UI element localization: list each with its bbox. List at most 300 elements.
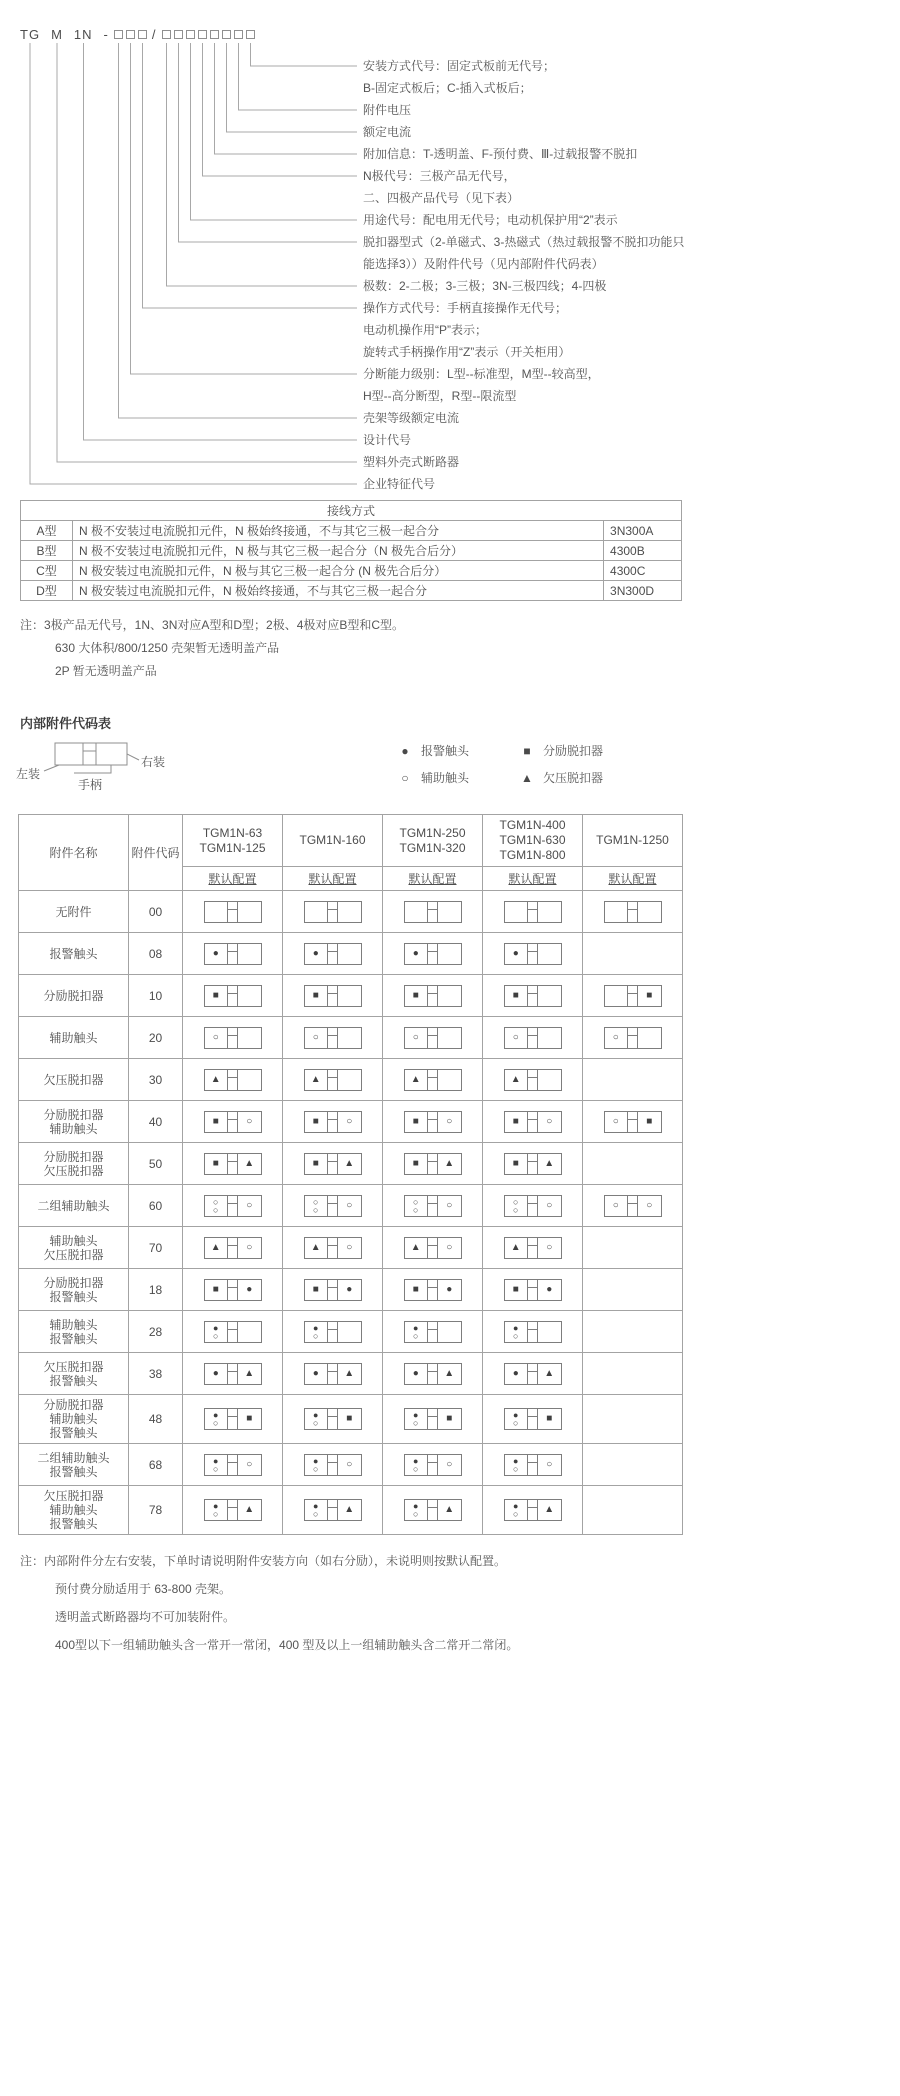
accessory-config-cell — [583, 1444, 683, 1486]
symbol-glyph: ● — [513, 1501, 519, 1511]
symbol-glyph: ○ — [312, 1031, 319, 1043]
accessory-name-line: 分励脱扣器 — [43, 1275, 104, 1290]
product-model: TGM1N-400 — [499, 818, 566, 832]
accessory-name-line: 分励脱扣器 — [43, 1107, 104, 1122]
symbol-glyph: ○ — [246, 1199, 253, 1211]
symbol-glyph: ▲ — [444, 1504, 455, 1515]
model-code-box — [138, 30, 147, 39]
symbol-left-slot — [505, 1028, 528, 1048]
symbol-left-slot — [405, 1364, 428, 1384]
symbol-handle — [527, 1112, 538, 1132]
symbol-glyph: ▲ — [310, 1073, 321, 1085]
accessory-row — [19, 1353, 683, 1395]
symbol-glyph: ▲ — [544, 1367, 555, 1379]
symbol-left-slot — [305, 1322, 328, 1342]
symbol-handle — [527, 1500, 538, 1520]
accessory-name — [19, 1444, 129, 1486]
default-config-label: 默认配置 — [308, 872, 357, 886]
symbol-glyph: ▲ — [510, 1241, 521, 1253]
accessory-config-cell — [383, 1444, 483, 1486]
product-column-header — [583, 815, 683, 867]
symbol-handle — [627, 986, 638, 1006]
symbol-glyph: ● — [513, 1322, 519, 1333]
default-config-label: 默认配置 — [208, 872, 257, 886]
breaker-symbol — [604, 1195, 662, 1217]
model-code-box — [222, 30, 231, 39]
accessory-config-cell — [483, 1143, 583, 1185]
accessory-config-cell — [383, 1059, 483, 1101]
symbol-left-slot — [205, 1154, 228, 1174]
accessory-name-line: 报警触头 — [49, 1464, 98, 1479]
accessory-row — [19, 1017, 683, 1059]
accessory-name-line: 报警触头 — [49, 1373, 98, 1388]
accessory-table-head — [19, 815, 683, 891]
accessory-name-line: 辅助触头 — [49, 1412, 98, 1426]
breaker-symbol — [604, 901, 662, 923]
breaker-symbol — [304, 1279, 362, 1301]
accessory-name — [19, 1227, 129, 1269]
symbol-handle — [527, 1154, 538, 1174]
default-config-header — [483, 867, 583, 891]
symbol-glyph: ▲ — [444, 1367, 455, 1379]
symbol-left-slot — [305, 1238, 328, 1258]
legend-label: 报警触头 — [421, 744, 470, 758]
accessory-config-cell — [183, 1444, 283, 1486]
accessory-name — [19, 975, 129, 1017]
model-callout-label: 二、四极产品代号（见下表） — [363, 191, 520, 205]
symbol-right-slot — [538, 1500, 561, 1520]
symbol-glyph: ○ — [513, 1330, 519, 1341]
accessory-config-cell — [483, 1395, 583, 1444]
accessory-config-cell — [183, 1185, 283, 1227]
symbol-left-slot — [205, 1070, 228, 1090]
accessory-config-cell — [483, 1353, 583, 1395]
symbol-left-slot — [205, 1196, 228, 1216]
symbol-handle — [227, 1364, 238, 1384]
accessory-table-title: 内部附件代码表 — [20, 716, 112, 731]
breaker-symbol — [404, 1279, 462, 1301]
symbol-right-slot — [438, 986, 461, 1006]
accessory-name — [19, 1353, 129, 1395]
symbol-right-slot — [438, 1238, 461, 1258]
symbol-left-slot — [205, 1455, 228, 1475]
accessory-config-cell — [483, 1444, 583, 1486]
breaker-symbol — [204, 1153, 262, 1175]
symbol-handle — [227, 1500, 238, 1520]
accessory-config-cell — [183, 1311, 283, 1353]
symbol-glyph: ○ — [513, 1196, 519, 1207]
accessory-config-cell — [283, 1486, 383, 1535]
symbol-right-slot — [438, 1196, 461, 1216]
breaker-symbol — [404, 1027, 462, 1049]
model-prefix-m: M — [51, 26, 63, 42]
symbol-handle — [427, 1196, 438, 1216]
symbol-handle — [227, 1070, 238, 1090]
symbol-left-slot — [405, 1500, 428, 1520]
breaker-symbol — [504, 1321, 562, 1343]
accessory-table-body — [19, 891, 683, 1535]
model-boxes-before — [114, 30, 147, 39]
product-column-header — [483, 815, 583, 867]
symbol-handle — [427, 1500, 438, 1520]
left-install-pointer — [44, 765, 59, 771]
breaker-symbol — [504, 1237, 562, 1259]
accessory-code: 38 — [129, 1353, 183, 1395]
accessory-config-cell — [183, 891, 283, 933]
symbol-handle — [227, 1409, 238, 1429]
accessory-row — [19, 1486, 683, 1535]
symbol-right-slot — [438, 1154, 461, 1174]
symbol-handle — [227, 1196, 238, 1216]
accessory-code: 08 — [129, 933, 183, 975]
symbol-right-slot — [438, 1322, 461, 1342]
symbol-legend — [398, 742, 603, 786]
default-config-header — [383, 867, 483, 891]
symbol-glyph: ■ — [512, 1157, 519, 1169]
accessory-config-cell — [183, 1143, 283, 1185]
symbol-glyph: ▲ — [244, 1367, 255, 1379]
accessory-code: 20 — [129, 1017, 183, 1059]
symbol-glyph: ○ — [313, 1204, 319, 1215]
symbol-glyph: ○ — [646, 1199, 653, 1211]
accessory-config-cell — [183, 1101, 283, 1143]
wiring-type: B型 — [21, 541, 73, 561]
wiring-table-body — [21, 521, 682, 601]
breaker-symbol — [204, 1499, 262, 1521]
breaker-symbol — [604, 1111, 662, 1133]
accessory-name-header: 附件名称 — [19, 815, 129, 891]
symbol-handle — [427, 986, 438, 1006]
accessory-name-line: 二组辅助触头 — [37, 1198, 110, 1213]
breaker-symbol — [504, 1027, 562, 1049]
accessory-config-cell — [283, 1269, 383, 1311]
accessory-config-cell — [183, 975, 283, 1017]
breaker-symbol — [204, 1237, 262, 1259]
accessory-row — [19, 933, 683, 975]
symbol-glyph: ○ — [346, 1199, 353, 1211]
handle-pointer — [74, 765, 111, 773]
wiring-code: 3N300A — [604, 521, 682, 541]
accessory-config-cell — [383, 1395, 483, 1444]
product-column-header — [183, 815, 283, 867]
accessory-config-cell — [483, 1269, 583, 1311]
connector-line — [227, 43, 358, 132]
symbol-left-slot — [305, 902, 328, 922]
accessory-row — [19, 1059, 683, 1101]
symbol-glyph: ○ — [346, 1115, 353, 1127]
symbol-right-slot — [338, 1500, 361, 1520]
symbol-left-slot — [205, 902, 228, 922]
breaker-symbol — [504, 1111, 562, 1133]
breaker-symbol — [604, 985, 662, 1007]
accessory-name — [19, 1101, 129, 1143]
default-config-label: 默认配置 — [508, 872, 557, 886]
breaker-symbol — [504, 943, 562, 965]
accessory-code: 00 — [129, 891, 183, 933]
model-callout-label: 附加信息：T-透明盖、F-预付费、Ⅲ-过载报警不脱扣 — [363, 147, 638, 161]
symbol-glyph: ○ — [546, 1458, 553, 1470]
symbol-glyph: ○ — [446, 1115, 453, 1127]
accessory-code: 70 — [129, 1227, 183, 1269]
symbol-glyph: ○ — [246, 1458, 253, 1470]
connector-line — [84, 43, 358, 440]
breaker-body-outline — [55, 743, 127, 765]
wiring-type: C型 — [21, 561, 73, 581]
accessory-config-cell — [583, 1017, 683, 1059]
symbol-glyph: ■ — [512, 1115, 519, 1127]
symbol-handle — [427, 902, 438, 922]
breaker-symbol — [504, 901, 562, 923]
symbol-glyph: ○ — [446, 1199, 453, 1211]
symbol-left-slot — [305, 944, 328, 964]
accessory-config-cell — [583, 1143, 683, 1185]
breaker-symbol — [404, 1499, 462, 1521]
symbol-glyph: ● — [513, 1455, 519, 1466]
symbol-glyph: ■ — [412, 1283, 419, 1295]
symbol-handle — [527, 1070, 538, 1090]
symbol-handle — [427, 1238, 438, 1258]
symbol-right-slot — [238, 1112, 261, 1132]
model-callout-label: 设计代号 — [363, 433, 412, 447]
symbol-left-slot — [605, 1028, 628, 1048]
symbol-glyph: ▲ — [410, 1241, 421, 1253]
symbol-glyph: ● — [212, 1367, 219, 1379]
symbol-left-slot — [305, 1112, 328, 1132]
symbol-glyph: ○ — [246, 1115, 253, 1127]
breaker-symbol — [404, 1321, 462, 1343]
model-callouts — [363, 55, 684, 495]
accessory-name-line: 辅助触头 — [49, 1317, 98, 1332]
accessory-name-line: 辅助触头 — [49, 1233, 98, 1248]
symbol-right-slot — [238, 1280, 261, 1300]
symbol-handle — [527, 944, 538, 964]
product-model: TGM1N-800 — [499, 848, 566, 862]
accessory-config-cell — [483, 891, 583, 933]
model-callout-label: 分断能力级别：L型--标准型，M型--较高型， — [363, 367, 600, 381]
accessory-config-cell — [183, 933, 283, 975]
symbol-handle — [227, 1238, 238, 1258]
accessory-name-line: 报警触头 — [49, 1517, 98, 1531]
wiring-desc: N 极不安装过电流脱扣元件，N 极始终接通，不与其它三极一起合分 — [72, 521, 603, 541]
accessory-code: 10 — [129, 975, 183, 1017]
symbol-right-slot — [238, 1238, 261, 1258]
breaker-symbol — [304, 1363, 362, 1385]
model-prefix-1n: 1N — [73, 26, 93, 42]
symbol-glyph: ■ — [512, 1283, 519, 1295]
symbol-right-slot — [338, 1154, 361, 1174]
legend-item — [398, 769, 520, 786]
model-callout-label: 旋转式手柄操作用“Z”表示（开关柜用） — [363, 345, 571, 359]
model-code-line — [20, 26, 260, 42]
breaker-symbol — [304, 1237, 362, 1259]
symbol-left-slot — [605, 902, 628, 922]
accessory-row — [19, 1444, 683, 1486]
symbol-right-slot — [338, 1112, 361, 1132]
symbol-glyph: ○ — [346, 1458, 353, 1470]
model-code-diagram — [0, 0, 900, 500]
breaker-symbol — [304, 1195, 362, 1217]
symbol-right-slot — [338, 1238, 361, 1258]
symbol-glyph: ▲ — [544, 1504, 555, 1515]
shunt-release-icon: ■ — [523, 743, 531, 758]
model-prefix-tg: TG — [20, 26, 41, 42]
breaker-symbol — [504, 1069, 562, 1091]
breaker-symbol — [204, 943, 262, 965]
breaker-symbol — [304, 901, 362, 923]
accessory-name-line: 欠压脱扣器 — [43, 1072, 104, 1087]
symbol-glyph: ▲ — [410, 1073, 421, 1085]
symbol-glyph: ○ — [412, 1031, 419, 1043]
symbol-glyph: ○ — [346, 1241, 353, 1253]
symbol-handle — [327, 1070, 338, 1090]
accessory-config-cell — [183, 1017, 283, 1059]
symbol-glyph: ■ — [212, 989, 219, 1001]
symbol-right-slot — [338, 986, 361, 1006]
symbol-left-slot — [305, 1280, 328, 1300]
breaker-symbol — [304, 985, 362, 1007]
symbol-glyph: ○ — [213, 1509, 219, 1519]
symbol-glyph: ○ — [612, 1031, 619, 1043]
symbol-handle — [327, 986, 338, 1006]
symbol-right-slot — [238, 902, 261, 922]
accessory-config-cell — [183, 1227, 283, 1269]
symbol-glyph: ● — [446, 1283, 453, 1295]
accessory-code-table — [18, 814, 683, 1535]
model-code-box — [126, 30, 135, 39]
symbol-glyph: ● — [512, 1367, 519, 1379]
symbol-glyph: ○ — [413, 1196, 419, 1207]
accessory-config-cell — [283, 1017, 383, 1059]
accessory-config-cell — [383, 1101, 483, 1143]
legend-label: 辅助触头 — [421, 771, 470, 785]
symbol-left-slot — [305, 1154, 328, 1174]
symbol-glyph: ▲ — [310, 1241, 321, 1253]
install-left-label: 左装 — [16, 767, 41, 781]
breaker-symbol — [204, 1408, 262, 1430]
symbol-glyph: ▲ — [244, 1157, 255, 1169]
symbol-left-slot — [405, 1238, 428, 1258]
accessory-name-line: 二组辅助触头 — [37, 1450, 110, 1465]
symbol-handle — [327, 1500, 338, 1520]
symbol-right-slot — [438, 1028, 461, 1048]
symbol-handle — [327, 1238, 338, 1258]
breaker-symbol — [404, 1195, 462, 1217]
symbol-handle — [427, 1028, 438, 1048]
accessory-row — [19, 1269, 683, 1311]
wiring-table-head — [21, 501, 682, 521]
symbol-left-slot — [205, 944, 228, 964]
symbol-glyph: ● — [313, 1501, 319, 1511]
symbol-right-slot — [238, 1070, 261, 1090]
accessory-config-cell — [283, 1185, 383, 1227]
wiring-code: 4300C — [604, 561, 682, 581]
symbol-left-slot — [505, 1455, 528, 1475]
symbol-right-slot — [438, 1070, 461, 1090]
symbol-glyph: ○ — [213, 1204, 219, 1215]
symbol-left-slot — [605, 1196, 628, 1216]
symbol-right-slot — [238, 1196, 261, 1216]
symbol-handle — [627, 1112, 638, 1132]
symbol-glyph: ● — [213, 1501, 219, 1511]
connector-line — [119, 43, 358, 418]
symbol-left-slot — [305, 1364, 328, 1384]
undervoltage-release-icon: ▲ — [521, 770, 533, 785]
symbol-left-slot — [605, 1112, 628, 1132]
symbol-left-slot — [405, 1154, 428, 1174]
symbol-right-slot — [638, 1112, 661, 1132]
model-code-box — [234, 30, 243, 39]
symbol-glyph: ● — [213, 1322, 219, 1333]
symbol-glyph: ■ — [212, 1115, 219, 1127]
model-callout-label: 脱扣器型式（2-单磁式、3-热磁式（热过载报警不脱扣功能只 — [363, 235, 685, 249]
symbol-glyph: ▲ — [210, 1241, 221, 1253]
symbol-handle — [327, 1322, 338, 1342]
symbol-right-slot — [538, 1455, 561, 1475]
accessory-config-cell — [383, 933, 483, 975]
symbol-right-slot — [538, 1154, 561, 1174]
accessory-name — [19, 891, 129, 933]
model-dash: - — [103, 26, 109, 42]
wiring-desc: N 极不安装过电流脱扣元件，N 极与其它三极一起合分（N 极先合后分） — [72, 541, 603, 561]
symbol-glyph: ○ — [546, 1199, 553, 1211]
accessory-name-line: 欠压脱扣器 — [43, 1359, 104, 1374]
symbol-glyph: ○ — [513, 1418, 519, 1428]
wiring-title-row — [21, 501, 682, 521]
breaker-symbol — [404, 985, 462, 1007]
accessory-config-cell — [383, 1311, 483, 1353]
symbol-handle — [427, 1322, 438, 1342]
breaker-symbol — [204, 1454, 262, 1476]
wiring-code: 3N300D — [604, 581, 682, 601]
breaker-symbol — [204, 985, 262, 1007]
symbol-handle — [427, 1112, 438, 1132]
symbol-right-slot — [238, 1322, 261, 1342]
symbol-right-slot — [538, 1280, 561, 1300]
wiring-desc: N 极安装过电流脱扣元件，N 极与其它三极一起合分 (N 极先合后分） — [72, 561, 603, 581]
symbol-right-slot — [538, 1364, 561, 1384]
accessory-name — [19, 933, 129, 975]
symbol-glyph: ● — [313, 1322, 319, 1333]
symbol-glyph: ○ — [512, 1031, 519, 1043]
symbol-right-slot — [238, 944, 261, 964]
symbol-handle — [327, 1112, 338, 1132]
accessory-code: 60 — [129, 1185, 183, 1227]
accessory-config-cell — [283, 891, 383, 933]
symbol-right-slot — [538, 1070, 561, 1090]
legend-item — [520, 769, 603, 786]
symbol-right-slot — [538, 944, 561, 964]
accessory-code: 78 — [129, 1486, 183, 1535]
accessory-name — [19, 1017, 129, 1059]
symbol-handle — [527, 1238, 538, 1258]
symbol-glyph: ■ — [546, 1413, 553, 1424]
symbol-left-slot — [305, 1196, 328, 1216]
wiring-table-title: 接线方式 — [21, 501, 682, 521]
symbol-glyph: ○ — [446, 1458, 453, 1470]
model-callout-label: 企业特征代号 — [363, 477, 436, 491]
symbol-glyph: ■ — [646, 989, 653, 1001]
symbol-handle — [427, 1364, 438, 1384]
breaker-symbol — [404, 1408, 462, 1430]
symbol-glyph: ■ — [312, 989, 319, 1001]
connector-line — [57, 43, 357, 462]
accessory-code: 28 — [129, 1311, 183, 1353]
symbol-handle — [427, 1409, 438, 1429]
symbol-glyph: ● — [413, 1322, 419, 1333]
symbol-right-slot — [338, 944, 361, 964]
accessory-name-line: 报警触头 — [49, 946, 98, 961]
accessory-row — [19, 1185, 683, 1227]
